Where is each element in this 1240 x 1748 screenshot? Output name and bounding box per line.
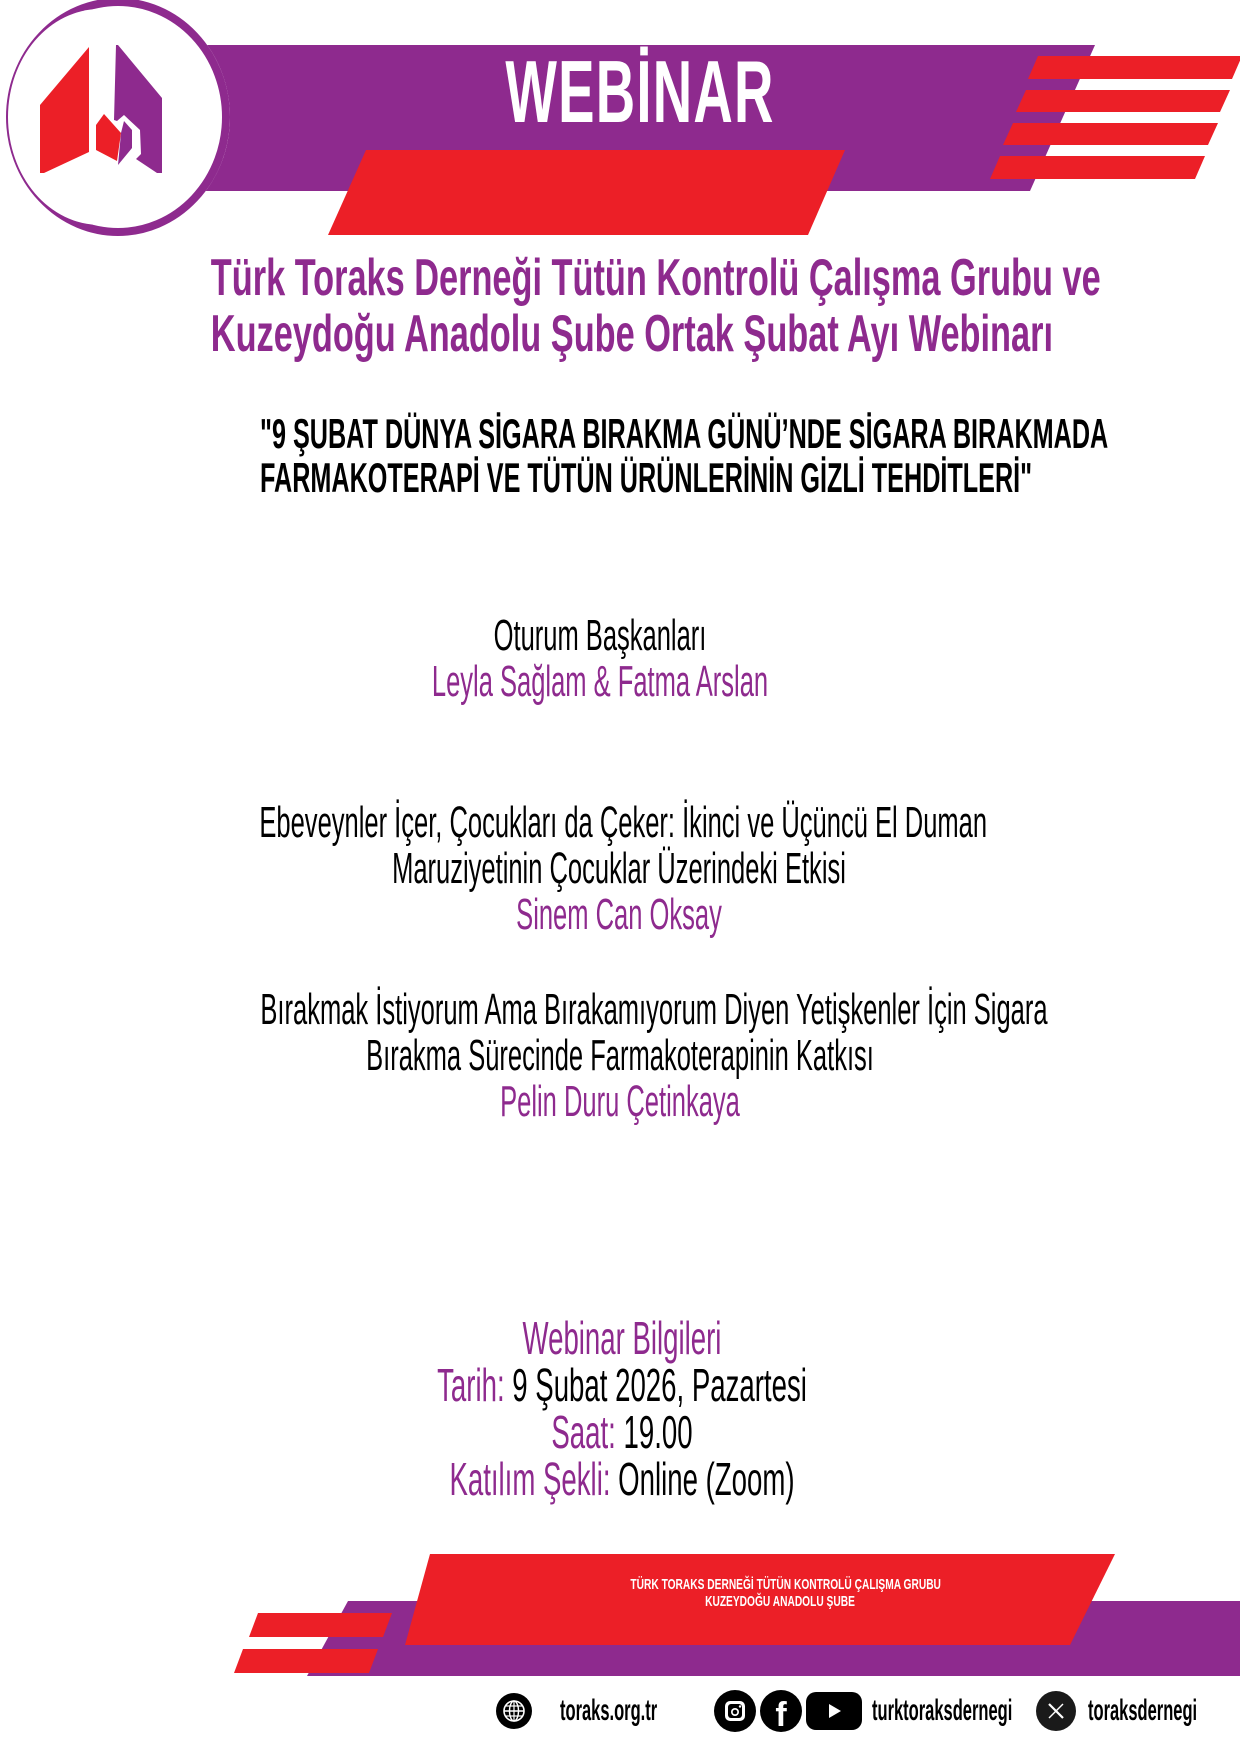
webinar-time-row <box>250 1406 994 1458</box>
header-stripe-3 <box>1003 123 1218 145</box>
footer-organization-line-1: TÜRK TORAKS DERNEĞİ TÜTÜN KONTROLÜ ÇALIŞMA GRUBU <box>630 1576 941 1593</box>
session-chairs <box>0 613 1220 705</box>
facebook-icon[interactable]: f <box>760 1690 802 1732</box>
webinar-info-heading: Webinar Bilgileri <box>522 1312 722 1364</box>
talk-2-title-line-1: Bırakmak İstiyorum Ama Bırakamıyorum Diyen Yetişkenler İçin Sigara <box>260 985 1048 1034</box>
organization-title-line-2: Kuzeydoğu Anadolu Şube Ortak Şubat Ayı Webinarı <box>210 305 1054 363</box>
header-stripe-4 <box>990 156 1205 179</box>
talk-1-title-line-1: Ebeveynler İçer, Çocukları da Çeker: İkinci ve Üçüncü El Duman <box>259 798 988 847</box>
footer-stripe-1 <box>249 1613 392 1637</box>
event-title <box>12 412 1240 500</box>
footer-stripe-2 <box>234 1649 378 1673</box>
banner-title: WEBİNAR <box>505 42 775 141</box>
format-label: Katılım Şekli: <box>449 1453 611 1505</box>
website-text: toraks.org.tr <box>560 1694 658 1727</box>
event-title-line-2: FARMAKOTERAPİ VE TÜTÜN ÜRÜNLERİNİN GİZLİ TEHDİTLERİ" <box>260 454 1033 501</box>
webinar-format-row <box>250 1453 994 1505</box>
talk-1-title-line-2: Maruziyetinin Çocuklar Üzerindeki Etkisi <box>392 844 846 893</box>
talk-1 <box>0 800 1239 938</box>
youtube-icon[interactable] <box>806 1692 862 1730</box>
header-stripe-1 <box>1028 56 1240 79</box>
webinar-date-row <box>250 1359 994 1411</box>
website-link[interactable] <box>496 1688 737 1734</box>
organization-title <box>0 250 1240 362</box>
logo <box>6 0 230 236</box>
session-chairs-names: Leyla Sağlam & Fatma Arslan <box>431 657 769 706</box>
webinar-info <box>2 1312 1240 1505</box>
x-icon <box>1036 1691 1076 1731</box>
x-handle-text: toraksdernegi <box>1088 1694 1198 1727</box>
footer-organization <box>560 1576 1000 1610</box>
talk-1-speaker: Sinem Can Oksay <box>516 890 722 939</box>
format-value: Online (Zoom) <box>618 1453 795 1505</box>
talk-2-speaker: Pelin Duru Çetinkaya <box>500 1077 740 1126</box>
date-label: Tarih: <box>437 1359 505 1411</box>
header-stripe-2 <box>1016 90 1230 112</box>
footer-organization-line-2: KUZEYDOĞU ANADOLU ŞUBE <box>705 1593 855 1610</box>
event-title-line-1: "9 ŞUBAT DÜNYA SİGARA BIRAKMA GÜNÜ’NDE SİGARA BIRAKMADA <box>260 410 1109 457</box>
date-value: 9 Şubat 2026, Pazartesi <box>512 1359 807 1411</box>
globe-icon <box>496 1693 532 1729</box>
x-account[interactable] <box>1036 1688 1240 1734</box>
instagram-icon[interactable] <box>714 1690 756 1732</box>
time-label: Saat: <box>551 1406 616 1458</box>
talk-2 <box>0 987 1240 1125</box>
talk-2-title-line-2: Bırakma Sürecinde Farmakoterapinin Katkısı <box>366 1031 874 1080</box>
header-red-band <box>328 150 845 235</box>
social-handle-text: turktoraksdernegi <box>872 1694 1013 1727</box>
session-chairs-label: Oturum Başkanları <box>493 611 707 660</box>
organization-title-line-1: Türk Toraks Derneği Tütün Kontrolü Çalışma Grubu ve <box>210 249 1101 307</box>
time-value: 19.00 <box>623 1406 693 1458</box>
